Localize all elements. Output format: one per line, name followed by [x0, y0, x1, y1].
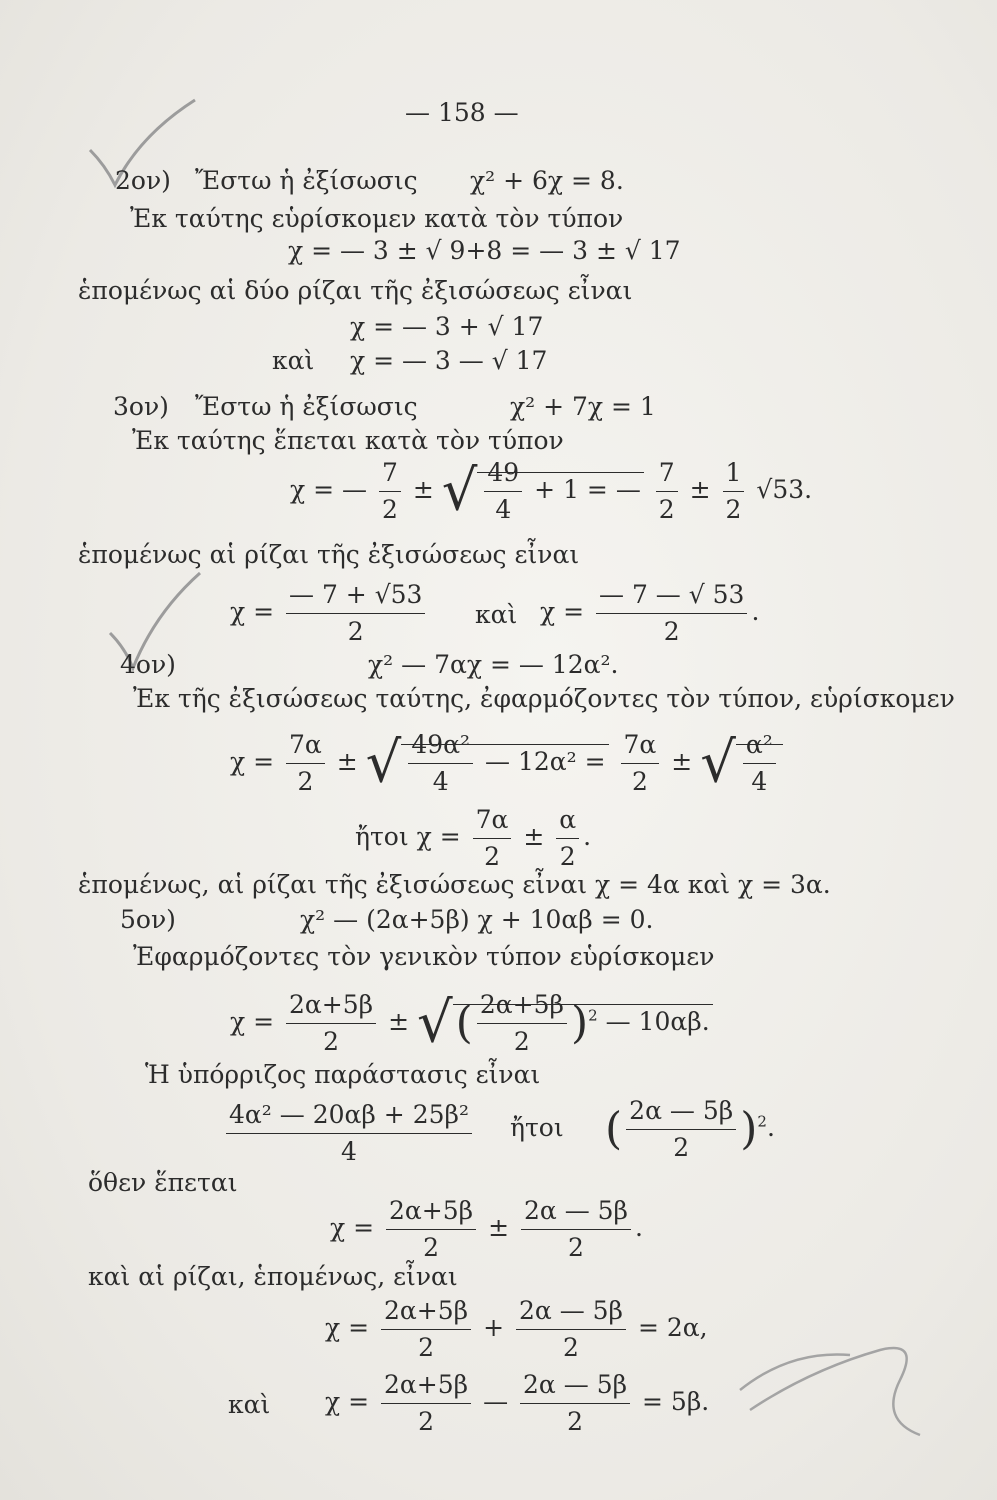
section-5-hence-formula: χ = $\frac{2\alpha+5\beta}{2}$ ± $\frac{2\alpha — 5\beta}{2}$ .	[330, 1196, 643, 1262]
fraction: $\frac{7}{2}$	[656, 458, 678, 525]
section-2-roots-intro: ἑπομένως αἱ δύο ρίζαι τῆς ἐξισώσεως εἶναι	[78, 276, 633, 305]
fraction: $\frac{7}{2}$	[379, 458, 401, 525]
section-5-equation: χ² — (2α+5β) χ + 10αβ = 0.	[300, 905, 654, 934]
section-5-formula: χ = $\frac{2\alpha+5\beta}{2}$ ± √( $\frac{2\alpha+5\beta}{2}$ )$^2$ — 10αβ.	[230, 990, 713, 1057]
section-2-and: καὶ	[272, 346, 315, 375]
section-3-equation: χ² + 7χ = 1	[510, 392, 656, 421]
section-5-radicand-intro: Ἡ ὑπόρριζος παράστασις εἶναι	[145, 1060, 541, 1089]
section-5-root-1: χ = $\frac{2\alpha+5\beta}{2}$ + $\frac{2\alpha — 5\beta}{2}$ = 2α,	[325, 1296, 708, 1362]
section-3-roots: χ = $\frac{— 7 + √53}{2}$	[230, 580, 429, 647]
section-2-label: 2ον)	[115, 166, 171, 195]
fraction: $\frac{1}{2}$	[723, 458, 745, 525]
section-4-intro: Ἐκ τῆς ἐξισώσεως ταύτης, ἐφαρμόζοντες τὸν τύπον, εὑρίσκομεν	[133, 684, 955, 713]
section-5-square: ( $\frac{2\alpha — 5\beta}{2}$ )$^2$.	[605, 1096, 775, 1162]
section-2-root-2: χ = — 3 — √ 17	[350, 346, 548, 375]
section-3-intro: Ἔστω ἡ ἐξίσωσις	[195, 392, 418, 421]
pencil-scribble-icon	[730, 1310, 930, 1450]
section-3-and: καὶ	[475, 600, 518, 629]
fraction: $\frac{— 7 — √ 53}{2}$	[596, 580, 747, 647]
section-4-roots: ἑπομένως, αἱ ρίζαι τῆς ἐξισώσεως εἶναι χ = 4α καὶ χ = 3α.	[78, 870, 831, 899]
section-2-equation: χ² + 6χ = 8.	[470, 166, 624, 195]
section-5-label: 5ον)	[120, 905, 176, 934]
section-3-root-2: χ = $\frac{— 7 — √ 53}{2}$ .	[540, 580, 760, 646]
section-5-roots-intro: καὶ αἱ ρίζαι, ἑπομένως, εἶναι	[88, 1262, 458, 1291]
section-5-hence: ὅθεν ἕπεται	[88, 1168, 238, 1197]
radical-icon: √	[416, 990, 453, 1056]
section-4-itoi: ἤτοι χ = $\frac{7\alpha}{2}$ ± $\frac{\alpha}{2}$ .	[355, 805, 592, 871]
section-2-root-1: χ = — 3 + √ 17	[350, 312, 544, 341]
section-4-label: 4ον)	[120, 650, 176, 679]
section-5-intro: Ἐφαρμόζοντες τὸν γενικὸν τύπον εὑρίσκομεν	[133, 942, 715, 971]
section-5-itoi: ἤτοι	[510, 1113, 564, 1142]
section-4-equation: χ² — 7αχ = — 12α².	[368, 650, 619, 679]
section-2-from: Ἐκ ταύτης εὑρίσκομεν κατὰ τὸν τύπον	[130, 204, 624, 233]
radical-icon: √	[365, 730, 402, 796]
section-5-and: καὶ	[228, 1390, 271, 1419]
section-3-roots-intro: ἑπομένως αἱ ρίζαι τῆς ἐξισώσεως εἶναι	[78, 540, 580, 569]
section-2-formula: χ = — 3 ± √ 9+8 = — 3 ± √ 17	[288, 236, 681, 265]
section-3-label: 3ον)	[113, 392, 169, 421]
section-2-intro: Ἔστω ἡ ἐξίσωσις	[195, 166, 418, 195]
page-number: — 158 —	[405, 98, 519, 127]
radical-icon: √	[441, 458, 478, 524]
fraction: $\frac{— 7 + √53}{2}$	[286, 580, 425, 647]
section-5-root-2: χ = $\frac{2\alpha+5\beta}{2}$ — $\frac{2\alpha — 5\beta}{2}$ = 5β.	[325, 1370, 710, 1436]
chi-equals: χ = —	[290, 475, 367, 504]
section-5-radicand: $\frac{\text{4α² — 20αβ + 25β²}}{4}$	[222, 1100, 476, 1167]
section-3-from: Ἐκ ταύτης ἕπεται κατὰ τὸν τύπον	[132, 426, 564, 455]
radical-icon: √	[700, 730, 736, 796]
section-3-formula: χ = — $\frac{7}{2}$ ± √ $\frac{49}{4}$ + 1 = — $\frac{7}{2}$ ± $\frac{1}{2}$ √53.	[290, 458, 813, 524]
section-4-formula: χ = $\frac{7\alpha}{2}$ ± √ $\frac{\text{49α²}}{4}$ — 12α² = $\frac{7\alpha}{2}$ ± √ $\frac{\text{α²}}{4}$	[230, 730, 783, 797]
